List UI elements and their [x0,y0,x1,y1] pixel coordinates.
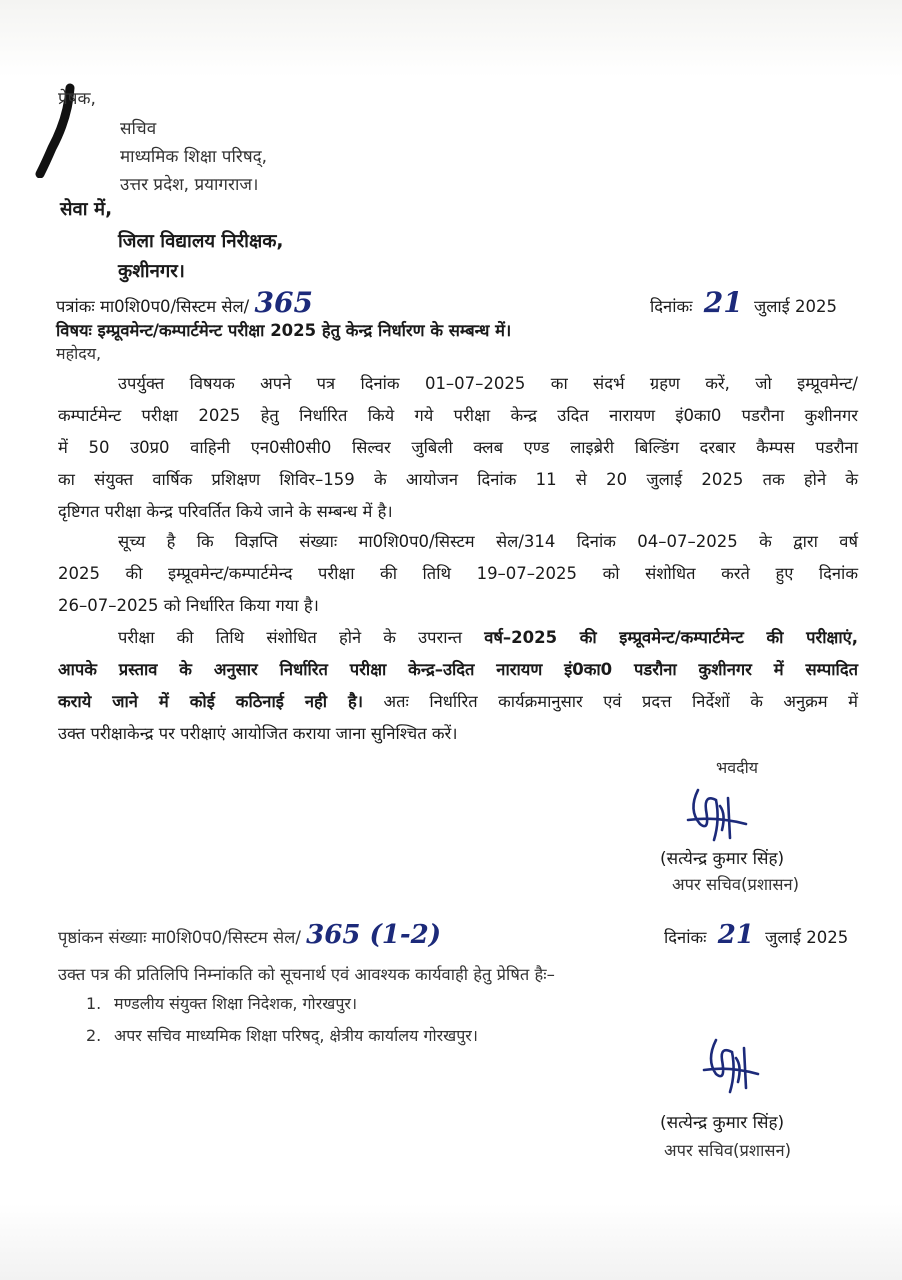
date-label: दिनांकः [664,928,707,947]
endorsement-line [58,920,441,950]
salutation: महोदय, [56,344,102,363]
signatory2-title: अपर सचिव(प्रशासन) [664,1141,792,1160]
endorsement-intro: उक्त पत्र की प्रतिलिपि निम्नांकति को सूचनार्थ एवं आवश्यक कार्यवाही हेतु प्रेषित हैः– [58,965,555,984]
signatory-name: (सत्येन्द्र कुमार सिंह) [660,849,785,869]
paragraph-line [58,622,858,654]
paragraph-2 [58,526,858,622]
copy-text: अपर सचिव माध्यमिक शिक्षा परिषद्, क्षेत्रीय कार्यालय गोरखपुर। [114,1026,478,1045]
date-month-year: जुलाई 2025 [753,297,837,316]
recipient-label: सेवा में, [60,199,113,220]
paragraph-bold-text: कराये जाने में कोई कठिनाई नही है। [58,692,364,711]
paragraph-line: दृष्टिगत परीक्षा केन्द्र परिवर्तित किये जाने के सम्बन्ध में है। [58,502,393,521]
sender-place: उत्तर प्रदेश, प्रयागराज। [120,175,259,195]
signature-icon [690,1034,780,1104]
reference-date [650,286,837,319]
paragraph-line: आपके प्रस्ताव के अनुसार निर्धारित परीक्षा केन्द्र–उदित नारायण इं0का0 पडरौना कुशीनगर में सम्पादित [58,660,858,679]
reference-line [56,286,313,319]
sender-office: माध्यमिक शिक्षा परिषद्, [120,147,268,167]
paragraph-line: 2025 की इम्प्रूवमेन्ट/कम्पार्टमेन्द परीक्षा की तिथि 19–07–2025 को संशोधित करते हुए दिनांक [58,564,858,583]
date-day: 21 [703,286,743,319]
sender-label: प्रेषक, [58,89,96,109]
closing: भवदीय [716,758,759,777]
endorsement-label: पृष्ठांकन संख्याः मा0शि0प0/सिस्टम सेल/ [58,928,301,947]
endorsement-number: 365 (1-2) [306,920,442,950]
date-label: दिनांकः [650,297,693,316]
recipient-place: कुशीनगर। [118,261,185,282]
copy-number: 2. [86,1026,102,1045]
signatory2-name: (सत्येन्द्र कुमार सिंह) [660,1113,785,1133]
paragraph-line [58,686,858,718]
paragraph-text: अतः निर्धारित कार्यक्रमानुसार एवं प्रदत्त निर्देशों के अनुक्रम में [363,692,859,711]
paragraph-line: कम्पार्टमेन्ट परीक्षा 2025 हेतु निर्धारित किये गये परीक्षा केन्द्र उदित नारायण इं0का0 पडरौना कुशीनगर [58,406,858,425]
paragraph-1 [58,368,858,528]
paragraph-bold-text: वर्ष–2025 की इम्प्रूवमेन्ट/कम्पार्टमेन्ट की परीक्षाएं, [484,628,858,647]
signature-icon [676,780,766,850]
paragraph-line: उक्त परीक्षाकेन्द्र पर परीक्षाएं आयोजित कराया जाना सुनिश्चित करें। [58,724,458,743]
copy-item [86,992,357,1014]
subject-line: विषयः इम्प्रूवमेन्ट/कम्पार्टमेन्ट परीक्षा 2025 हेतु केन्द्र निर्धारण के सम्बन्ध में। [56,321,512,340]
paragraph-line: उपर्युक्त विषयक अपने पत्र दिनांक 01–07–2025 का संदर्भ ग्रहण करें, जो इम्प्रूवमेन्ट/ [118,374,858,393]
sender-designation: सचिव [120,119,157,139]
signatory-title: अपर सचिव(प्रशासन) [672,875,800,894]
reference-number: 365 [254,286,313,319]
date-day: 21 [717,920,754,950]
paragraph-text: परीक्षा की तिथि संशोधित होने के उपरान्त [118,628,485,647]
paragraph-line: में 50 उ0प्र0 वाहिनी एन0सी0सी0 सिल्वर जुबिली क्लब एण्ड लाइब्रेरी बिल्डिंग दरबार कैम्पस पडरौना [58,438,858,457]
date-month-year: जुलाई 2025 [765,928,849,947]
recipient-designation: जिला विद्यालय निरीक्षक, [118,231,284,252]
endorsement-date [664,920,848,950]
copy-number: 1. [86,994,102,1013]
paragraph-line: 26–07–2025 को निर्धारित किया गया है। [58,596,319,615]
paragraph-3 [58,622,858,750]
copy-item [86,1024,478,1046]
copy-text: मण्डलीय संयुक्त शिक्षा निदेशक, गोरखपुर। [114,994,358,1013]
paragraph-line: सूच्य है कि विज्ञप्ति संख्याः मा0शि0प0/सिस्टम सेल/314 दिनांक 04–07–2025 के द्वारा वर्ष [118,532,858,551]
paragraph-line: का संयुक्त वार्षिक प्रशिक्षण शिविर–159 के आयोजन दिनांक 11 से 20 जुलाई 2025 तक होने के [58,470,858,489]
reference-label: पत्रांकः मा0शि0प0/सिस्टम सेल/ [56,297,250,316]
